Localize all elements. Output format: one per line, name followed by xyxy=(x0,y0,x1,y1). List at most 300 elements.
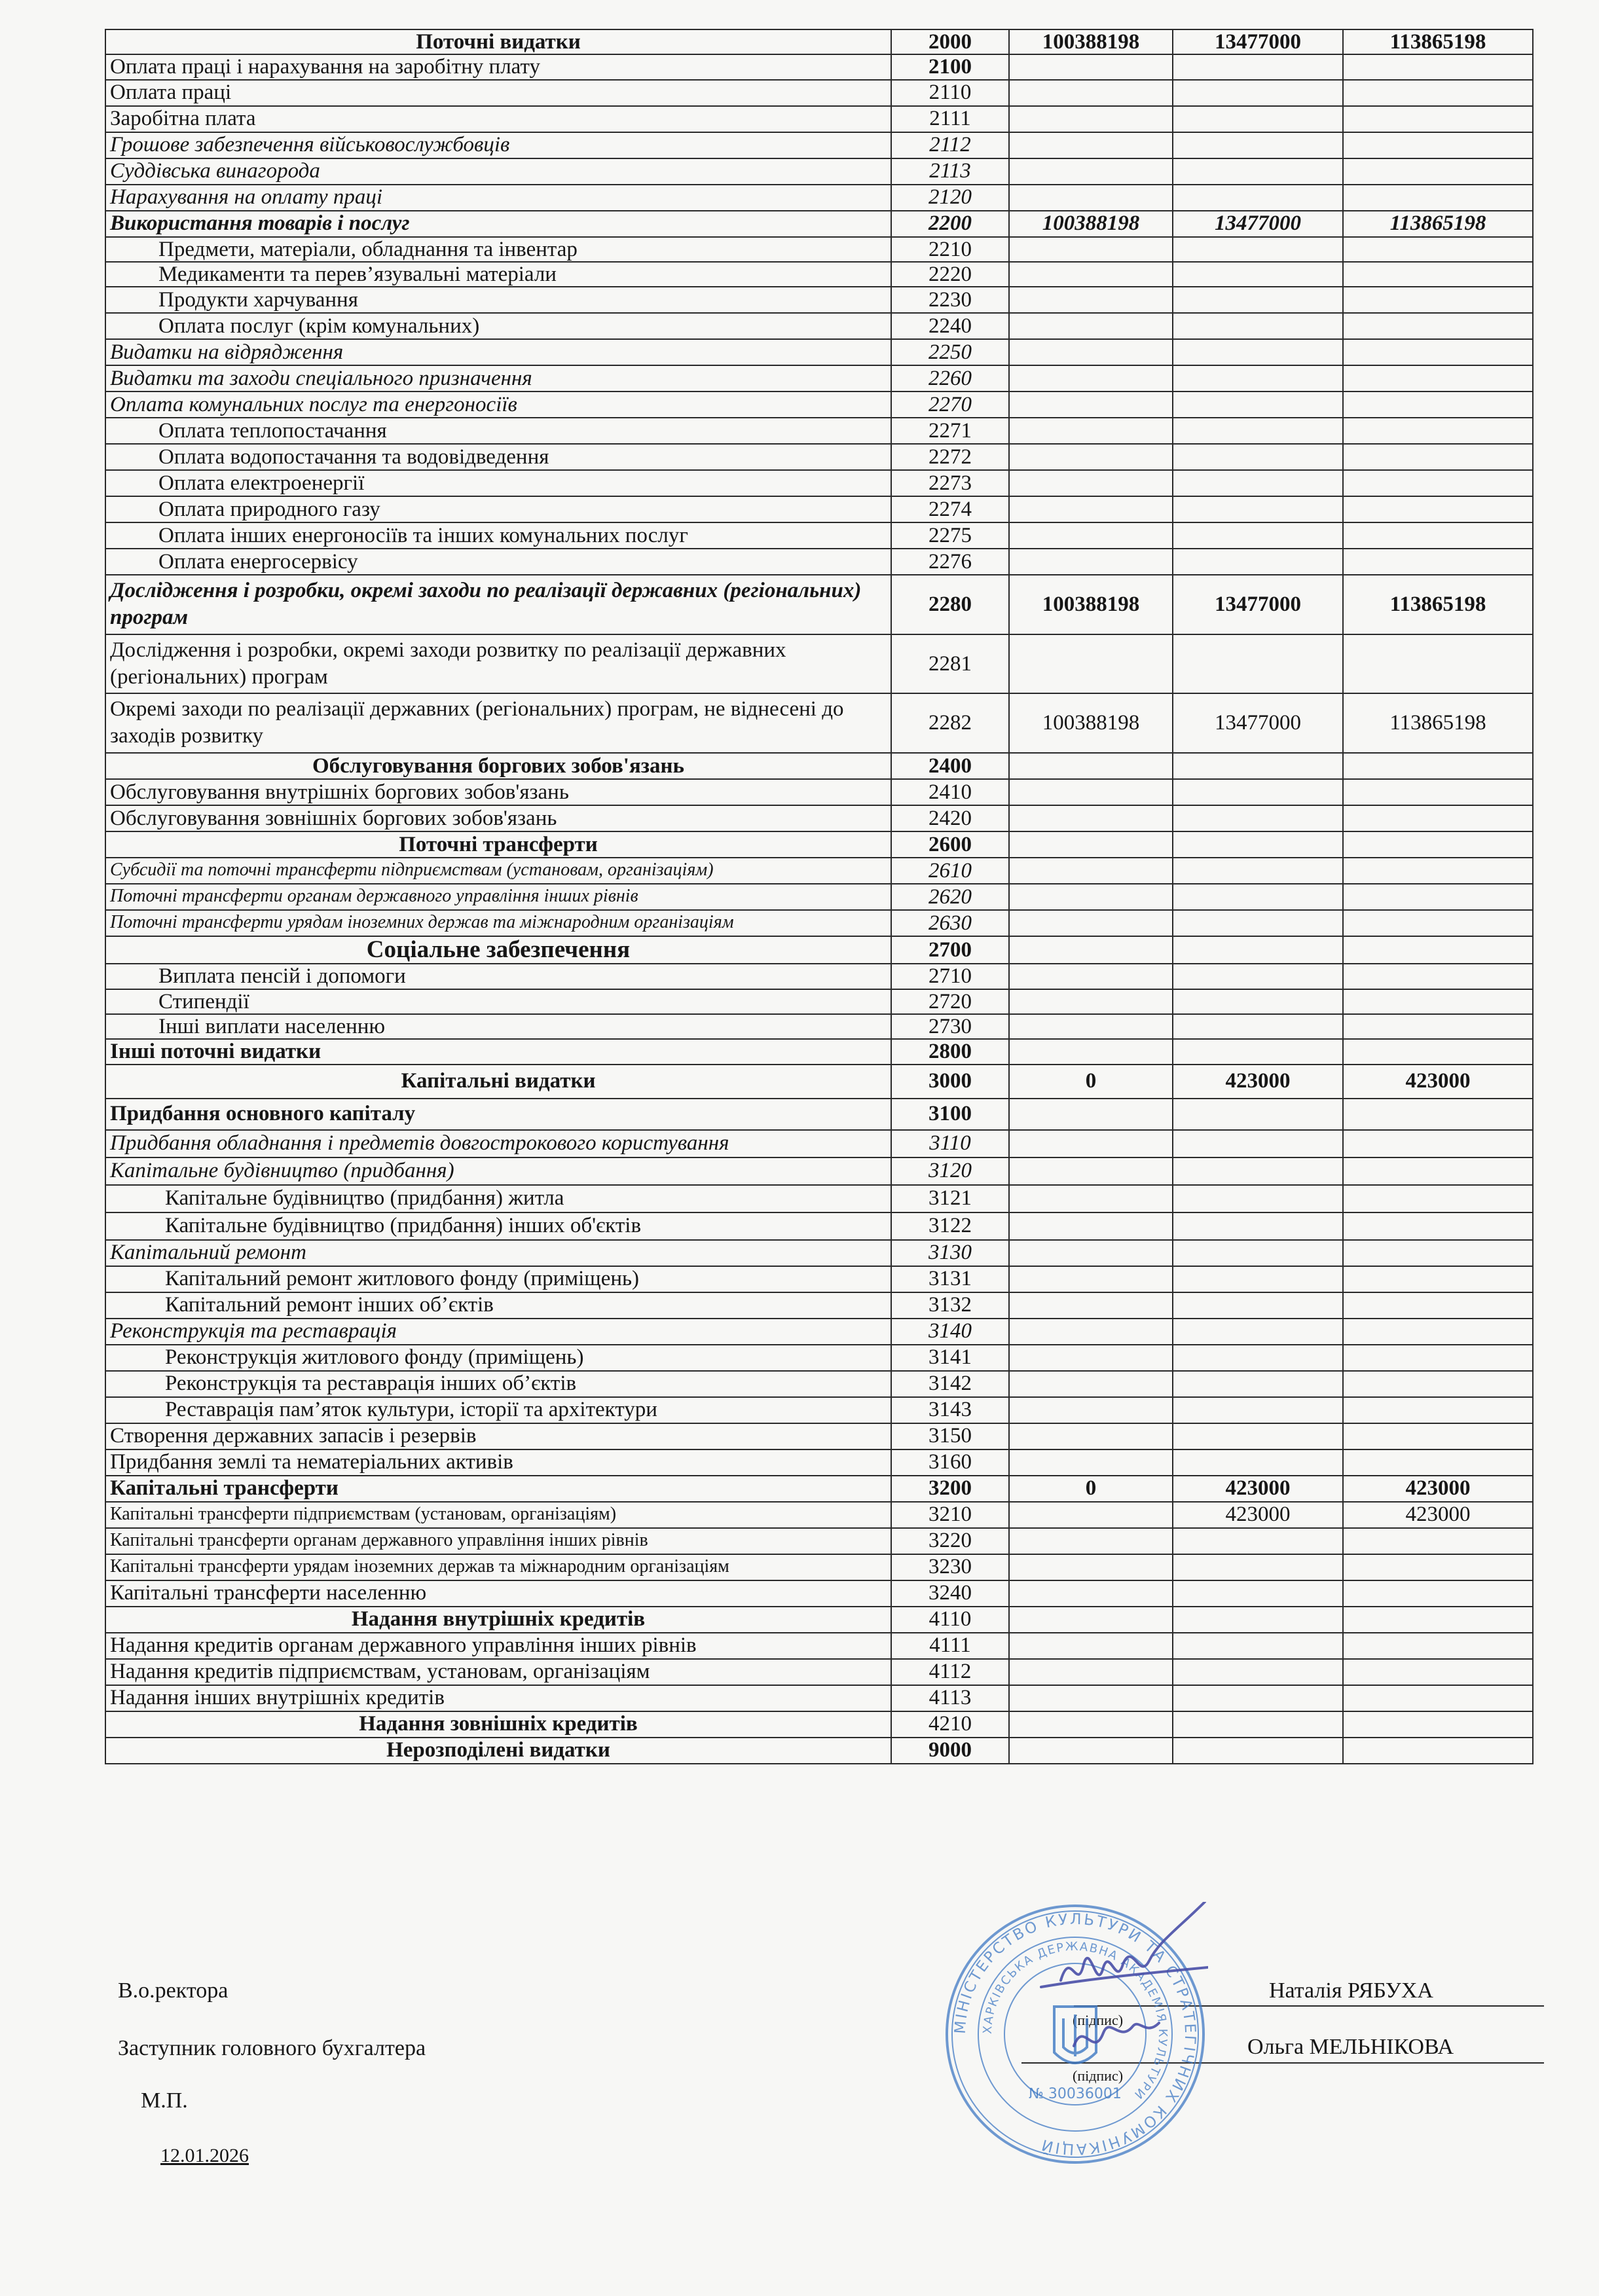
row-value-1: 0 xyxy=(1009,1065,1173,1099)
row-value-3 xyxy=(1343,54,1533,79)
row-value-3: 113865198 xyxy=(1343,211,1533,237)
row-value-3 xyxy=(1343,753,1533,779)
table-row xyxy=(105,1099,1533,1130)
rector-title: В.о.ректора xyxy=(118,1978,229,2003)
row-label: Поточні трансферти урядам іноземних держав та міжнародним організаціям xyxy=(105,910,891,936)
row-value-2 xyxy=(1173,444,1343,470)
row-value-2 xyxy=(1173,1014,1343,1039)
row-code: 2111 xyxy=(891,106,1009,132)
row-value-3 xyxy=(1343,392,1533,418)
row-value-2 xyxy=(1173,1633,1343,1659)
row-label: Надання зовнішніх кредитів xyxy=(105,1711,891,1738)
row-value-2 xyxy=(1173,1528,1343,1554)
row-label: Поточні трансферти органам державного управління інших рівнів xyxy=(105,884,891,910)
row-value-1 xyxy=(1009,989,1173,1014)
table-row xyxy=(105,1185,1533,1212)
row-label: Інші поточні видатки xyxy=(105,1039,891,1064)
row-code: 2112 xyxy=(891,132,1009,158)
row-value-1 xyxy=(1009,1319,1173,1345)
row-value-3 xyxy=(1343,858,1533,884)
table-row xyxy=(105,989,1533,1014)
row-value-1: 100388198 xyxy=(1009,693,1173,753)
row-value-1 xyxy=(1009,1633,1173,1659)
row-label: Надання інших внутрішніх кредитів xyxy=(105,1685,891,1711)
row-code: 2240 xyxy=(891,313,1009,339)
table-row xyxy=(105,1065,1533,1099)
table-row xyxy=(105,1397,1533,1423)
row-label: Видатки на відрядження xyxy=(105,339,891,365)
table-row xyxy=(105,1371,1533,1397)
row-code: 3160 xyxy=(891,1449,1009,1476)
row-value-2 xyxy=(1173,779,1343,805)
row-value-1 xyxy=(1009,158,1173,185)
row-value-3 xyxy=(1343,1528,1533,1554)
row-value-2 xyxy=(1173,1423,1343,1449)
row-value-1 xyxy=(1009,392,1173,418)
trident-emblem xyxy=(1054,2007,1096,2063)
row-value-3 xyxy=(1343,106,1533,132)
row-value-3 xyxy=(1343,287,1533,313)
row-code: 2220 xyxy=(891,262,1009,287)
table-row xyxy=(105,753,1533,779)
row-value-2 xyxy=(1173,964,1343,989)
table-row xyxy=(105,1039,1533,1064)
row-value-2 xyxy=(1173,522,1343,549)
row-code: 3220 xyxy=(891,1528,1009,1554)
row-value-2 xyxy=(1173,1039,1343,1064)
row-label: Суддівська винагорода xyxy=(105,158,891,185)
row-value-1 xyxy=(1009,522,1173,549)
row-value-3 xyxy=(1343,1099,1533,1130)
row-value-2 xyxy=(1173,884,1343,910)
row-label: Субсидії та поточні трансферти підприємствам (установам, організаціям) xyxy=(105,858,891,884)
row-code: 2700 xyxy=(891,936,1009,964)
row-value-3 xyxy=(1343,1240,1533,1266)
table-row xyxy=(105,392,1533,418)
row-label: Придбання землі та нематеріальних активів xyxy=(105,1449,891,1476)
row-value-2 xyxy=(1173,106,1343,132)
row-value-2: 13477000 xyxy=(1173,29,1343,54)
row-value-3 xyxy=(1343,1711,1533,1738)
row-value-1 xyxy=(1009,496,1173,522)
table-row xyxy=(105,158,1533,185)
row-value-1: 0 xyxy=(1009,1476,1173,1502)
row-value-2 xyxy=(1173,1345,1343,1371)
row-value-3 xyxy=(1343,132,1533,158)
row-label: Нарахування на оплату праці xyxy=(105,185,891,211)
row-value-1 xyxy=(1009,910,1173,936)
row-value-1 xyxy=(1009,313,1173,339)
row-value-2 xyxy=(1173,910,1343,936)
row-label: Оплата енергосервісу xyxy=(105,549,891,575)
row-value-2 xyxy=(1173,1185,1343,1212)
table-row xyxy=(105,496,1533,522)
row-code: 2630 xyxy=(891,910,1009,936)
row-value-3 xyxy=(1343,1659,1533,1685)
row-label: Оплата комунальних послуг та енергоносіїв xyxy=(105,392,891,418)
row-value-2 xyxy=(1173,237,1343,262)
row-value-1 xyxy=(1009,1212,1173,1240)
row-value-2 xyxy=(1173,365,1343,392)
table-row xyxy=(105,287,1533,313)
row-label: Видатки та заходи спеціального призначення xyxy=(105,365,891,392)
table-row xyxy=(105,779,1533,805)
table-row xyxy=(105,884,1533,910)
row-value-1 xyxy=(1009,753,1173,779)
row-value-2 xyxy=(1173,936,1343,964)
table-row xyxy=(105,418,1533,444)
row-value-2 xyxy=(1173,1371,1343,1397)
row-value-2 xyxy=(1173,158,1343,185)
row-label: Оплата праці і нарахування на заробітну плату xyxy=(105,54,891,79)
table-row xyxy=(105,54,1533,79)
table-row xyxy=(105,1292,1533,1319)
row-code: 3100 xyxy=(891,1099,1009,1130)
row-value-1 xyxy=(1009,1371,1173,1397)
row-code: 2282 xyxy=(891,693,1009,753)
table-row xyxy=(105,1607,1533,1633)
table-row xyxy=(105,237,1533,262)
row-label: Стипендії xyxy=(105,989,891,1014)
row-label: Реконструкція та реставрація xyxy=(105,1319,891,1345)
row-value-1 xyxy=(1009,634,1173,694)
table-row xyxy=(105,1423,1533,1449)
row-label: Дослідження і розробки, окремі заходи по реалізації державних (регіональних) програм xyxy=(105,575,891,634)
row-label: Капітальні трансферти підприємствам (установам, організаціям) xyxy=(105,1502,891,1528)
row-label: Оплата послуг (крім комунальних) xyxy=(105,313,891,339)
row-code: 2273 xyxy=(891,470,1009,496)
row-value-2 xyxy=(1173,54,1343,79)
row-value-2 xyxy=(1173,1711,1343,1738)
row-label: Реставрація пам’яток культури, історії та архітектури xyxy=(105,1397,891,1423)
row-value-3 xyxy=(1343,262,1533,287)
row-label: Поточні видатки xyxy=(105,29,891,54)
row-code: 2610 xyxy=(891,858,1009,884)
table-row xyxy=(105,1502,1533,1528)
row-code: 2275 xyxy=(891,522,1009,549)
row-value-3 xyxy=(1343,1371,1533,1397)
row-label: Придбання обладнання і предметів довгострокового користування xyxy=(105,1130,891,1157)
expenditure-table-sheet xyxy=(105,29,1532,1764)
row-code: 2210 xyxy=(891,237,1009,262)
row-value-3 xyxy=(1343,936,1533,964)
table-row xyxy=(105,1685,1533,1711)
table-row xyxy=(105,1738,1533,1764)
row-value-3 xyxy=(1343,522,1533,549)
row-code: 2271 xyxy=(891,418,1009,444)
row-value-1 xyxy=(1009,884,1173,910)
row-code: 3230 xyxy=(891,1554,1009,1580)
row-value-2 xyxy=(1173,1397,1343,1423)
row-code: 3240 xyxy=(891,1580,1009,1607)
row-label: Поточні трансферти xyxy=(105,831,891,858)
row-value-2 xyxy=(1173,989,1343,1014)
row-label: Капітальне будівництво (придбання) xyxy=(105,1157,891,1185)
row-code: 4210 xyxy=(891,1711,1009,1738)
row-value-1 xyxy=(1009,1659,1173,1685)
row-code: 2260 xyxy=(891,365,1009,392)
row-value-2 xyxy=(1173,858,1343,884)
table-row xyxy=(105,634,1533,694)
row-code: 2113 xyxy=(891,158,1009,185)
table-row xyxy=(105,1659,1533,1685)
row-label: Капітальний ремонт інших об’єктів xyxy=(105,1292,891,1319)
row-value-3 xyxy=(1343,1212,1533,1240)
table-row xyxy=(105,1345,1533,1371)
row-value-2 xyxy=(1173,470,1343,496)
row-value-3 xyxy=(1343,1292,1533,1319)
row-label: Капітальний ремонт житлового фонду (приміщень) xyxy=(105,1266,891,1292)
row-code: 3141 xyxy=(891,1345,1009,1371)
row-value-1 xyxy=(1009,237,1173,262)
row-label: Капітальний ремонт xyxy=(105,1240,891,1266)
row-label: Капітальні трансферти населенню xyxy=(105,1580,891,1607)
row-value-1 xyxy=(1009,805,1173,831)
row-value-1 xyxy=(1009,1502,1173,1528)
row-value-2 xyxy=(1173,132,1343,158)
row-value-3 xyxy=(1343,549,1533,575)
table-row xyxy=(105,1580,1533,1607)
row-value-2 xyxy=(1173,1130,1343,1157)
row-code: 3110 xyxy=(891,1130,1009,1157)
table-row xyxy=(105,805,1533,831)
table-row xyxy=(105,80,1533,106)
row-value-3: 113865198 xyxy=(1343,693,1533,753)
row-value-1 xyxy=(1009,80,1173,106)
row-label: Окремі заходи по реалізації державних (регіональних) програм, не віднесені до заходів розвитку xyxy=(105,693,891,753)
row-value-3 xyxy=(1343,910,1533,936)
row-value-2 xyxy=(1173,1099,1343,1130)
row-value-1 xyxy=(1009,1554,1173,1580)
row-code: 2270 xyxy=(891,392,1009,418)
row-code: 4110 xyxy=(891,1607,1009,1633)
row-code: 2720 xyxy=(891,989,1009,1014)
row-value-3 xyxy=(1343,1633,1533,1659)
row-value-3 xyxy=(1343,1554,1533,1580)
row-value-3 xyxy=(1343,470,1533,496)
stamp-outer-text: МІНІСТЕРСТВО КУЛЬТУРИ ТА СТРАТЕГІЧНИХ КОМУНІКАЦІЙ xyxy=(951,1910,1199,2158)
row-label: Використання товарів і послуг xyxy=(105,211,891,237)
row-value-1 xyxy=(1009,858,1173,884)
row-code: 2730 xyxy=(891,1014,1009,1039)
row-code: 2250 xyxy=(891,339,1009,365)
table-row xyxy=(105,365,1533,392)
row-code: 2276 xyxy=(891,549,1009,575)
row-value-3 xyxy=(1343,444,1533,470)
row-value-2 xyxy=(1173,496,1343,522)
row-value-3 xyxy=(1343,634,1533,694)
row-value-2 xyxy=(1173,1580,1343,1607)
sign-caption-2: (підпис) xyxy=(1073,2068,1124,2084)
row-value-3 xyxy=(1343,158,1533,185)
table-row xyxy=(105,1554,1533,1580)
row-code: 3140 xyxy=(891,1319,1009,1345)
row-label: Надання кредитів органам державного управління інших рівнів xyxy=(105,1633,891,1659)
table-row xyxy=(105,1240,1533,1266)
row-value-3: 423000 xyxy=(1343,1502,1533,1528)
row-value-2 xyxy=(1173,1449,1343,1476)
row-value-1 xyxy=(1009,1711,1173,1738)
row-code: 4111 xyxy=(891,1633,1009,1659)
row-value-2 xyxy=(1173,1212,1343,1240)
row-value-1 xyxy=(1009,1157,1173,1185)
row-label: Оплата природного газу xyxy=(105,496,891,522)
row-label: Капітальні трансферти xyxy=(105,1476,891,1502)
rector-name: Наталія РЯБУХА xyxy=(1269,1978,1433,2003)
table-row xyxy=(105,1014,1533,1039)
row-value-3 xyxy=(1343,1423,1533,1449)
table-row xyxy=(105,1266,1533,1292)
row-value-2 xyxy=(1173,753,1343,779)
row-value-2 xyxy=(1173,392,1343,418)
row-value-1 xyxy=(1009,1130,1173,1157)
row-value-2 xyxy=(1173,287,1343,313)
row-value-1 xyxy=(1009,1685,1173,1711)
row-value-1 xyxy=(1009,262,1173,287)
row-value-3 xyxy=(1343,418,1533,444)
row-value-3 xyxy=(1343,365,1533,392)
table-row xyxy=(105,964,1533,989)
row-label: Надання кредитів підприємствам, установам, організаціям xyxy=(105,1659,891,1685)
row-value-3 xyxy=(1343,1014,1533,1039)
row-value-1 xyxy=(1009,185,1173,211)
table-row xyxy=(105,1212,1533,1240)
row-value-2 xyxy=(1173,313,1343,339)
row-value-1 xyxy=(1009,549,1173,575)
row-value-3: 423000 xyxy=(1343,1476,1533,1502)
row-label: Обслуговування зовнішніх боргових зобов'язань xyxy=(105,805,891,831)
row-value-3 xyxy=(1343,1039,1533,1064)
row-value-3 xyxy=(1343,831,1533,858)
row-value-1 xyxy=(1009,339,1173,365)
row-code: 2400 xyxy=(891,753,1009,779)
row-value-3 xyxy=(1343,339,1533,365)
table-row xyxy=(105,549,1533,575)
row-code: 4112 xyxy=(891,1659,1009,1685)
row-label: Грошове забезпечення військовослужбовців xyxy=(105,132,891,158)
row-code: 9000 xyxy=(891,1738,1009,1764)
row-value-2 xyxy=(1173,805,1343,831)
table-row xyxy=(105,444,1533,470)
row-value-2 xyxy=(1173,80,1343,106)
row-value-1 xyxy=(1009,1345,1173,1371)
row-value-2 xyxy=(1173,262,1343,287)
row-code: 3142 xyxy=(891,1371,1009,1397)
row-label: Створення державних запасів і резервів xyxy=(105,1423,891,1449)
table-row xyxy=(105,313,1533,339)
row-value-2 xyxy=(1173,1240,1343,1266)
table-row xyxy=(105,936,1533,964)
row-value-1 xyxy=(1009,1738,1173,1764)
row-label: Обслуговування внутрішніх боргових зобов'язань xyxy=(105,779,891,805)
row-label: Капітальне будівництво (придбання) інших об'єктів xyxy=(105,1212,891,1240)
row-code: 2230 xyxy=(891,287,1009,313)
row-value-2 xyxy=(1173,1292,1343,1319)
row-value-1 xyxy=(1009,418,1173,444)
row-value-1 xyxy=(1009,365,1173,392)
row-value-3: 113865198 xyxy=(1343,29,1533,54)
table-row xyxy=(105,1633,1533,1659)
row-value-3 xyxy=(1343,1607,1533,1633)
row-value-3 xyxy=(1343,185,1533,211)
table-row xyxy=(105,693,1533,753)
row-value-1 xyxy=(1009,1266,1173,1292)
accountant-title: Заступник головного бухгалтера xyxy=(118,2036,426,2060)
row-code: 2620 xyxy=(891,884,1009,910)
table-row xyxy=(105,1449,1533,1476)
row-value-3: 423000 xyxy=(1343,1065,1533,1099)
row-code: 2110 xyxy=(891,80,1009,106)
row-value-1 xyxy=(1009,1099,1173,1130)
row-code: 3122 xyxy=(891,1212,1009,1240)
row-value-2 xyxy=(1173,1607,1343,1633)
row-code: 2280 xyxy=(891,575,1009,634)
table-row xyxy=(105,522,1533,549)
row-label: Капітальні трансферти органам державного управління інших рівнів xyxy=(105,1528,891,1554)
row-label: Продукти харчування xyxy=(105,287,891,313)
row-label: Дослідження і розробки, окремі заходи розвитку по реалізації державних (регіональних) програм xyxy=(105,634,891,694)
row-code: 3143 xyxy=(891,1397,1009,1423)
row-label: Заробітна плата xyxy=(105,106,891,132)
row-value-1 xyxy=(1009,1423,1173,1449)
table-row xyxy=(105,575,1533,634)
row-label: Оплата теплопостачання xyxy=(105,418,891,444)
table-row xyxy=(105,339,1533,365)
row-value-2 xyxy=(1173,831,1343,858)
row-value-3 xyxy=(1343,80,1533,106)
row-label: Виплата пенсій і допомоги xyxy=(105,964,891,989)
row-value-2 xyxy=(1173,339,1343,365)
table-row xyxy=(105,831,1533,858)
row-value-3 xyxy=(1343,1266,1533,1292)
row-code: 2600 xyxy=(891,831,1009,858)
row-code: 4113 xyxy=(891,1685,1009,1711)
row-value-2 xyxy=(1173,1319,1343,1345)
row-code: 2000 xyxy=(891,29,1009,54)
sign-caption-1: (підпис) xyxy=(1073,2012,1124,2028)
row-value-1 xyxy=(1009,444,1173,470)
row-value-2 xyxy=(1173,634,1343,694)
table-row xyxy=(105,106,1533,132)
table-row xyxy=(105,1130,1533,1157)
row-value-2 xyxy=(1173,1659,1343,1685)
row-value-3 xyxy=(1343,1130,1533,1157)
row-label: Придбання основного капіталу xyxy=(105,1099,891,1130)
row-code: 2100 xyxy=(891,54,1009,79)
row-value-1 xyxy=(1009,1580,1173,1607)
row-value-3 xyxy=(1343,1319,1533,1345)
row-code: 2800 xyxy=(891,1039,1009,1064)
row-value-2: 423000 xyxy=(1173,1502,1343,1528)
stamp-inner-text: ХАРКІВСЬКА ДЕРЖАВНА АКАДЕМІЯ КУЛЬТУРИ xyxy=(980,1939,1170,2102)
row-label: Реконструкція та реставрація інших об’єктів xyxy=(105,1371,891,1397)
row-value-3 xyxy=(1343,779,1533,805)
row-value-2: 13477000 xyxy=(1173,211,1343,237)
row-value-1 xyxy=(1009,132,1173,158)
row-code: 3120 xyxy=(891,1157,1009,1185)
table-row xyxy=(105,185,1533,211)
row-value-1 xyxy=(1009,1449,1173,1476)
row-code: 2410 xyxy=(891,779,1009,805)
official-stamp xyxy=(943,1902,1208,2167)
row-code: 2200 xyxy=(891,211,1009,237)
row-value-3 xyxy=(1343,1345,1533,1371)
row-value-3 xyxy=(1343,1185,1533,1212)
row-label: Капітальні трансферти урядам іноземних держав та міжнародним організаціям xyxy=(105,1554,891,1580)
row-value-3 xyxy=(1343,237,1533,262)
table-row xyxy=(105,1157,1533,1185)
row-value-2 xyxy=(1173,1266,1343,1292)
